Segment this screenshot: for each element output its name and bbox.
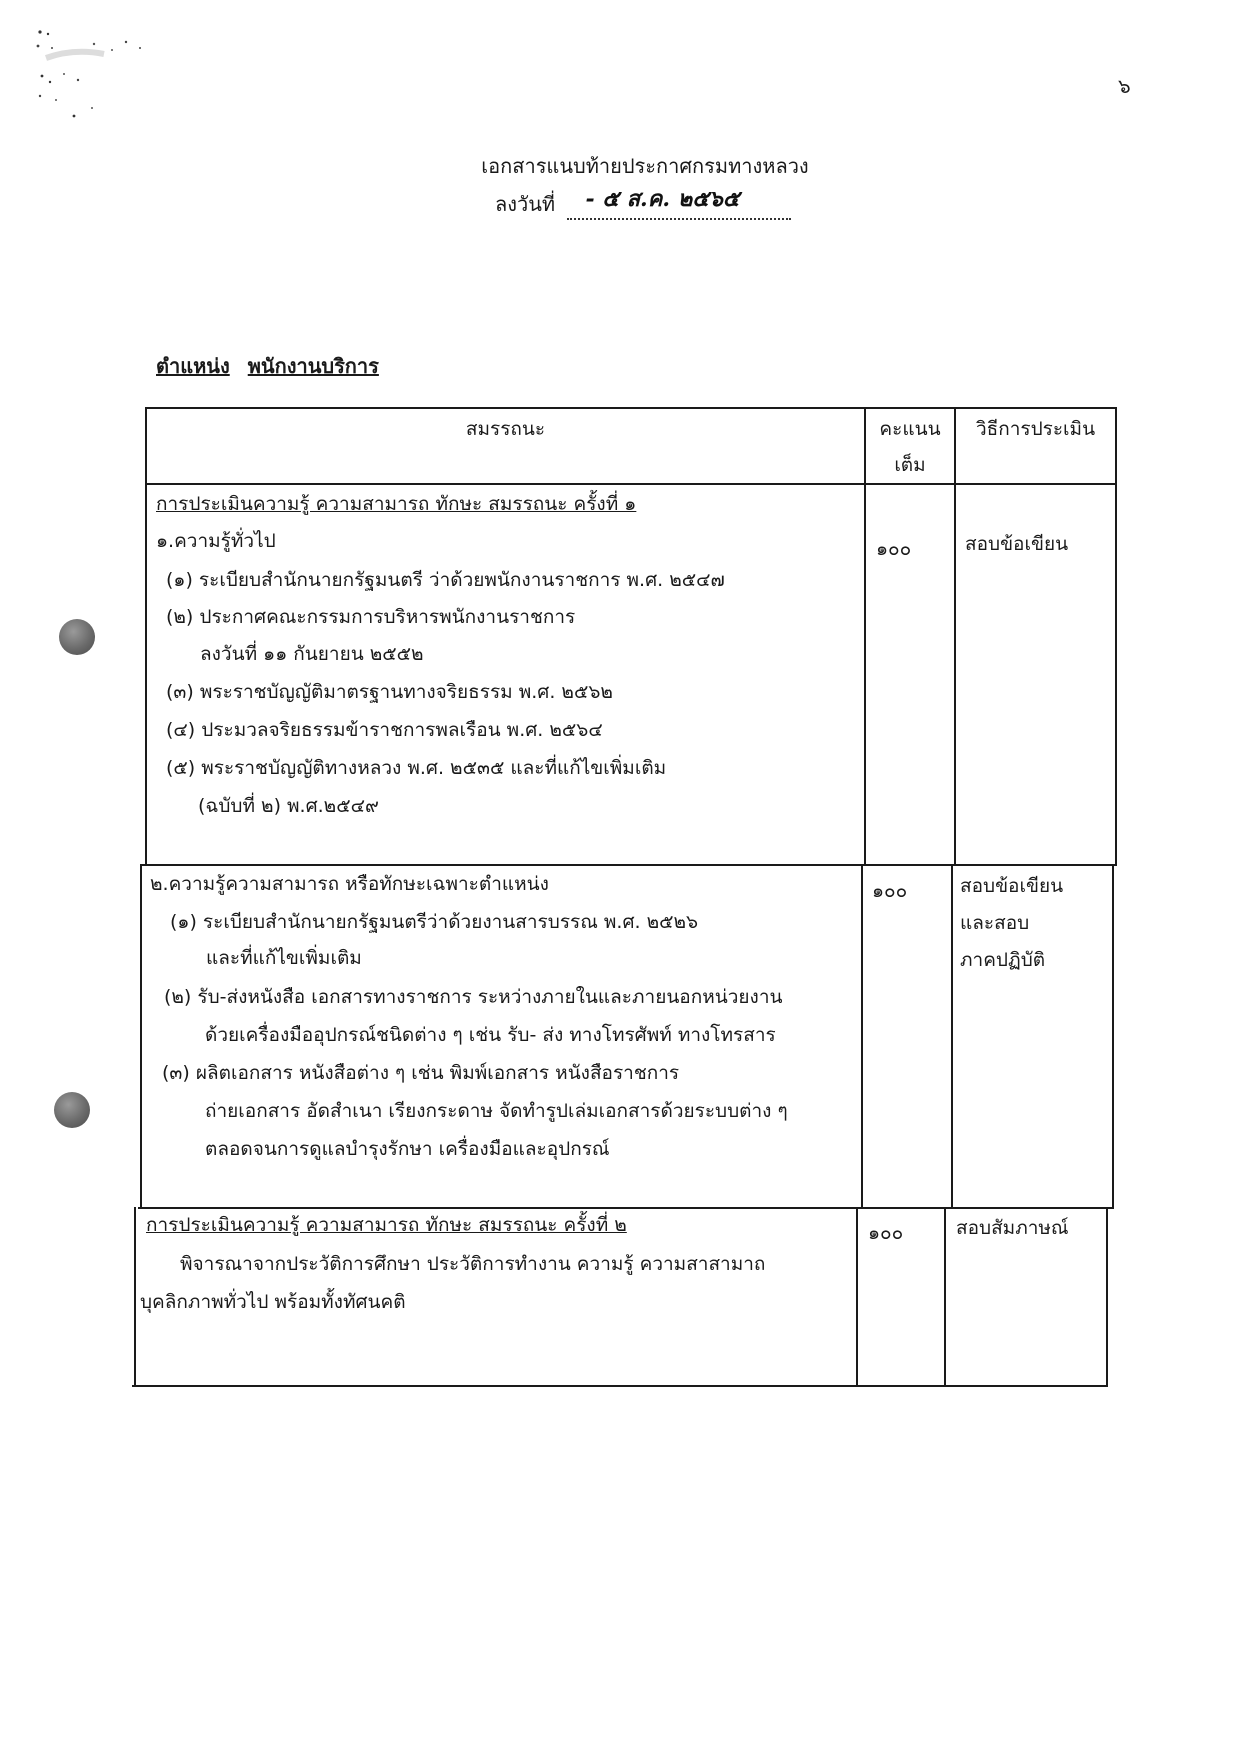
- row2-score: ๑๐๐: [872, 880, 908, 902]
- position-name: พนักงานบริการ: [247, 354, 379, 378]
- row3-method: สอบสัมภาษณ์: [956, 1217, 1069, 1239]
- row2-subitem-3-cont2: ตลอดจนการดูแลบำรุงรักษา เครื่องมือและอุปกรณ์: [205, 1138, 610, 1160]
- row2-subitem-2: (๒) รับ-ส่งหนังสือ เอกสารทางราชการ ระหว่างภายในและภายนอกหน่วยงาน: [164, 986, 783, 1008]
- row1-subitem-1: (๑) ระเบียบสำนักนายกรัฐมนตรี ว่าด้วยพนักงานราชการ พ.ศ. ๒๕๔๗: [166, 569, 725, 591]
- table-border-left-2: [140, 864, 142, 1209]
- header-full-score-line1: คะแนน: [879, 418, 941, 440]
- row1-subitem-4: (๔) ประมวลจริยธรรมข้าราชการพลเรือน พ.ศ. ๒๕๖๔: [166, 719, 603, 741]
- table-column-divider-1c: [856, 1207, 858, 1387]
- header-competency: สมรรถนะ: [465, 418, 546, 440]
- row2-method-line1: สอบข้อเขียน: [960, 875, 1064, 897]
- position-label: ตำแหน่ง: [156, 354, 230, 378]
- row3-section-heading: การประเมินความรู้ ความสามารถ ทักษะ สมรรถนะ ครั้งที่ ๒: [146, 1214, 627, 1236]
- punch-hole-bottom: [54, 1092, 90, 1128]
- row2-method-line3: ภาคปฏิบัติ: [960, 949, 1046, 971]
- row2-subitem-3-cont1: ถ่ายเอกสาร อัดสำเนา เรียงกระดาษ จัดทำรูปเล่มเอกสารด้วยระบบต่าง ๆ: [205, 1100, 788, 1122]
- row1-subitem-3: (๓) พระราชบัญญัติมาตรฐานทางจริยธรรม พ.ศ. ๒๕๖๒: [166, 681, 613, 703]
- row2-subitem-2-cont: ด้วยเครื่องมืออุปกรณ์ชนิดต่าง ๆ เช่น รับ- ส่ง ทางโทรศัพท์ ทางโทรสาร: [205, 1024, 776, 1046]
- row3-description-line2: บุคลิกภาพทั่วไป พร้อมทั้งทัศนคติ: [140, 1291, 406, 1313]
- row2-subitem-1-cont: และที่แก้ไขเพิ่มเติม: [206, 947, 362, 969]
- row2-subitem-1: (๑) ระเบียบสำนักนายกรัฐมนตรีว่าด้วยงานสารบรรณ พ.ศ. ๒๕๒๖: [170, 911, 699, 933]
- row1-subitem-2-cont: ลงวันที่ ๑๑ กันยายน ๒๕๕๒: [200, 643, 424, 665]
- document-header-date: [495, 188, 791, 220]
- table-column-divider-2c: [944, 1207, 946, 1387]
- row2-item-specific-skills: ๒.ความรู้ความสามารถ หรือทักษะเฉพาะตำแหน่ง: [150, 873, 549, 895]
- header-method: วิธีการประเมิน: [975, 418, 1096, 440]
- table-border-right-1: [1115, 407, 1117, 866]
- table-border-left-3: [134, 1207, 136, 1387]
- table-border-right-2: [1112, 864, 1114, 1209]
- date-dotted-line: [567, 186, 791, 220]
- row3-score: ๑๐๐: [868, 1222, 904, 1244]
- row1-subitem-5-cont: (ฉบับที่ ๒) พ.ศ.๒๕๔๙: [198, 795, 379, 817]
- header-full-score-line2: เต็ม: [894, 454, 926, 476]
- position-heading: [156, 350, 379, 382]
- handwritten-date: - ๕ ส.ค. ๒๕๖๕: [585, 186, 740, 212]
- table-border-right-3: [1106, 1207, 1108, 1387]
- row1-score: ๑๐๐: [876, 538, 912, 560]
- page-number: ๖: [1118, 74, 1131, 98]
- scan-specks: [34, 28, 154, 128]
- table-column-divider-2a: [954, 407, 956, 866]
- document-header-title: เอกสารแนบท้ายประกาศกรมทางหลวง: [481, 154, 809, 178]
- date-label: ลงวันที่: [495, 192, 556, 216]
- row1-method: สอบข้อเขียน: [965, 533, 1069, 555]
- table-column-divider-2b: [951, 864, 953, 1209]
- row1-subitem-5: (๕) พระราชบัญญัติทางหลวง พ.ศ. ๒๕๓๕ และที่แก้ไขเพิ่มเติม: [166, 757, 667, 779]
- row1-section-heading: การประเมินความรู้ ความสามารถ ทักษะ สมรรถนะ ครั้งที่ ๑: [156, 493, 637, 515]
- table-border-left-1: [145, 407, 147, 866]
- row3-description-line1: พิจารณาจากประวัติการศึกษา ประวัติการทำงาน ความรู้ ความสาสามาถ: [180, 1253, 766, 1275]
- row2-method-line2: และสอบ: [960, 912, 1030, 934]
- punch-hole-top: [59, 619, 95, 655]
- table-border-top: [145, 407, 1117, 409]
- table-header-divider: [145, 483, 1117, 485]
- row1-subitem-2: (๒) ประกาศคณะกรรมการบริหารพนักงานราชการ: [166, 606, 576, 628]
- table-border-bottom: [132, 1385, 1108, 1387]
- table-column-divider-1b: [861, 864, 863, 1209]
- row2-subitem-3: (๓) ผลิตเอกสาร หนังสือต่าง ๆ เช่น พิมพ์เอกสาร หนังสือราชการ: [162, 1062, 680, 1084]
- row1-item-general-knowledge: ๑.ความรู้ทั่วไป: [156, 530, 276, 552]
